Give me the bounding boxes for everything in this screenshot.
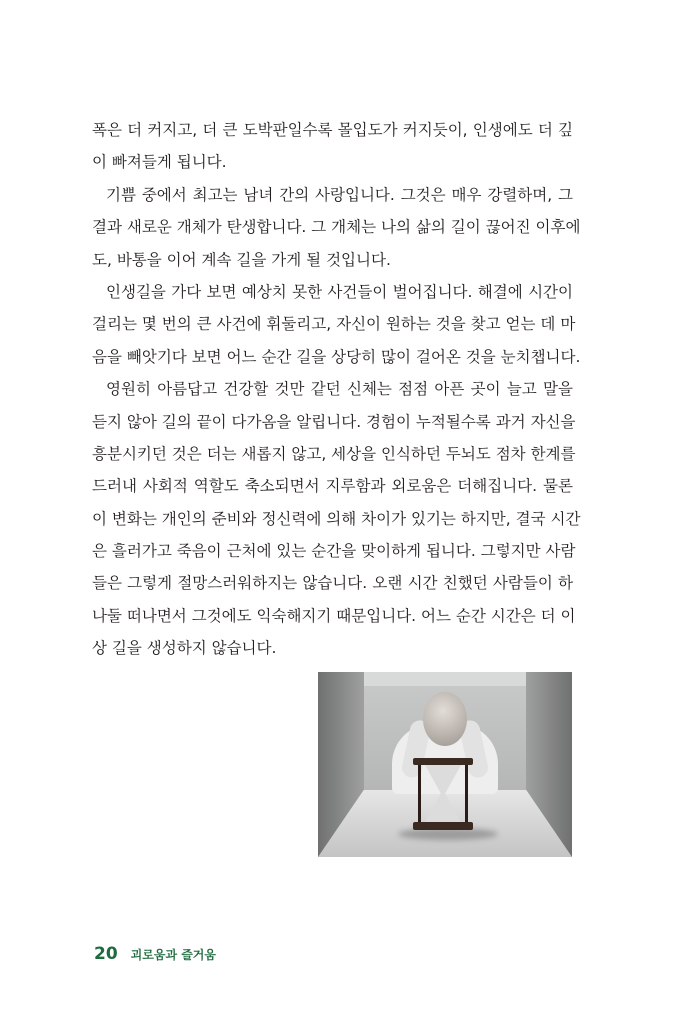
- text-line: 결과 새로운 개체가 탄생합니다. 그 개체는 나의 삶의 길이 끊어진 이후에: [92, 218, 581, 237]
- text-line: 인생길을 가다 보면 예상치 못한 사건들이 벌어집니다. 해결에 시간이: [106, 282, 573, 301]
- text-line: 영원히 아름답고 건강할 것만 같던 신체는 점점 아픈 곳이 늘고 말을: [106, 380, 573, 399]
- text-line: 들은 그렇게 절망스러워하지는 않습니다. 오랜 시간 친했던 사람들이 하: [92, 574, 573, 593]
- text-line: 걸리는 몇 번의 큰 사건에 휘둘리고, 자신이 원하는 것을 찾고 얻는 데 마: [92, 315, 576, 334]
- text-line: 드러내 사회적 역할도 축소되면서 지루함과 외로움은 더해집니다. 물론: [92, 477, 573, 496]
- text-line: 흥분시키던 것은 더는 새롭지 않고, 세상을 인식하던 두뇌도 점차 한계를: [92, 444, 576, 463]
- hourglass-post: [418, 765, 421, 822]
- man-head: [423, 692, 467, 746]
- hourglass-base: [413, 822, 473, 830]
- hourglass-top: [413, 758, 473, 765]
- text-line: 듣지 않아 길의 끝이 다가옴을 알립니다. 경험이 누적될수록 과거 자신을: [92, 412, 576, 431]
- text-line: 이 빠져들게 됩니다.: [92, 153, 227, 172]
- page-number: 20: [94, 944, 118, 964]
- photo-man-with-hourglass: [318, 672, 572, 857]
- text-line: 상 길을 생성하지 않습니다.: [92, 639, 277, 658]
- page-footer: [94, 944, 216, 964]
- text-line: 나둘 떠나면서 그것에도 익숙해지기 때문입니다. 어느 순간 시간은 더 이: [92, 606, 576, 625]
- hourglass-post: [465, 765, 468, 822]
- text-line: 도, 바통을 이어 계속 길을 가게 될 것입니다.: [92, 250, 391, 269]
- text-line: 기쁨 중에서 최고는 남녀 간의 사랑입니다. 그것은 매우 강렬하며, 그: [106, 185, 573, 204]
- text-line: 은 흘러가고 죽음이 근처에 있는 순간을 맞이하게 됩니다. 그렇지만 사람: [92, 542, 576, 561]
- body-text: [92, 116, 581, 667]
- chapter-title: 괴로움과 즐거움: [130, 948, 216, 962]
- text-line: 폭은 더 커지고, 더 큰 도박판일수록 몰입도가 커지듯이, 인생에도 더 깊: [92, 121, 573, 139]
- text-line: 이 변화는 개인의 준비와 정신력에 의해 차이가 있기는 하지만, 결국 시간: [92, 509, 581, 528]
- text-line: 음을 빼앗기다 보면 어느 순간 길을 상당히 많이 걸어온 것을 눈치챕니다.: [92, 347, 581, 366]
